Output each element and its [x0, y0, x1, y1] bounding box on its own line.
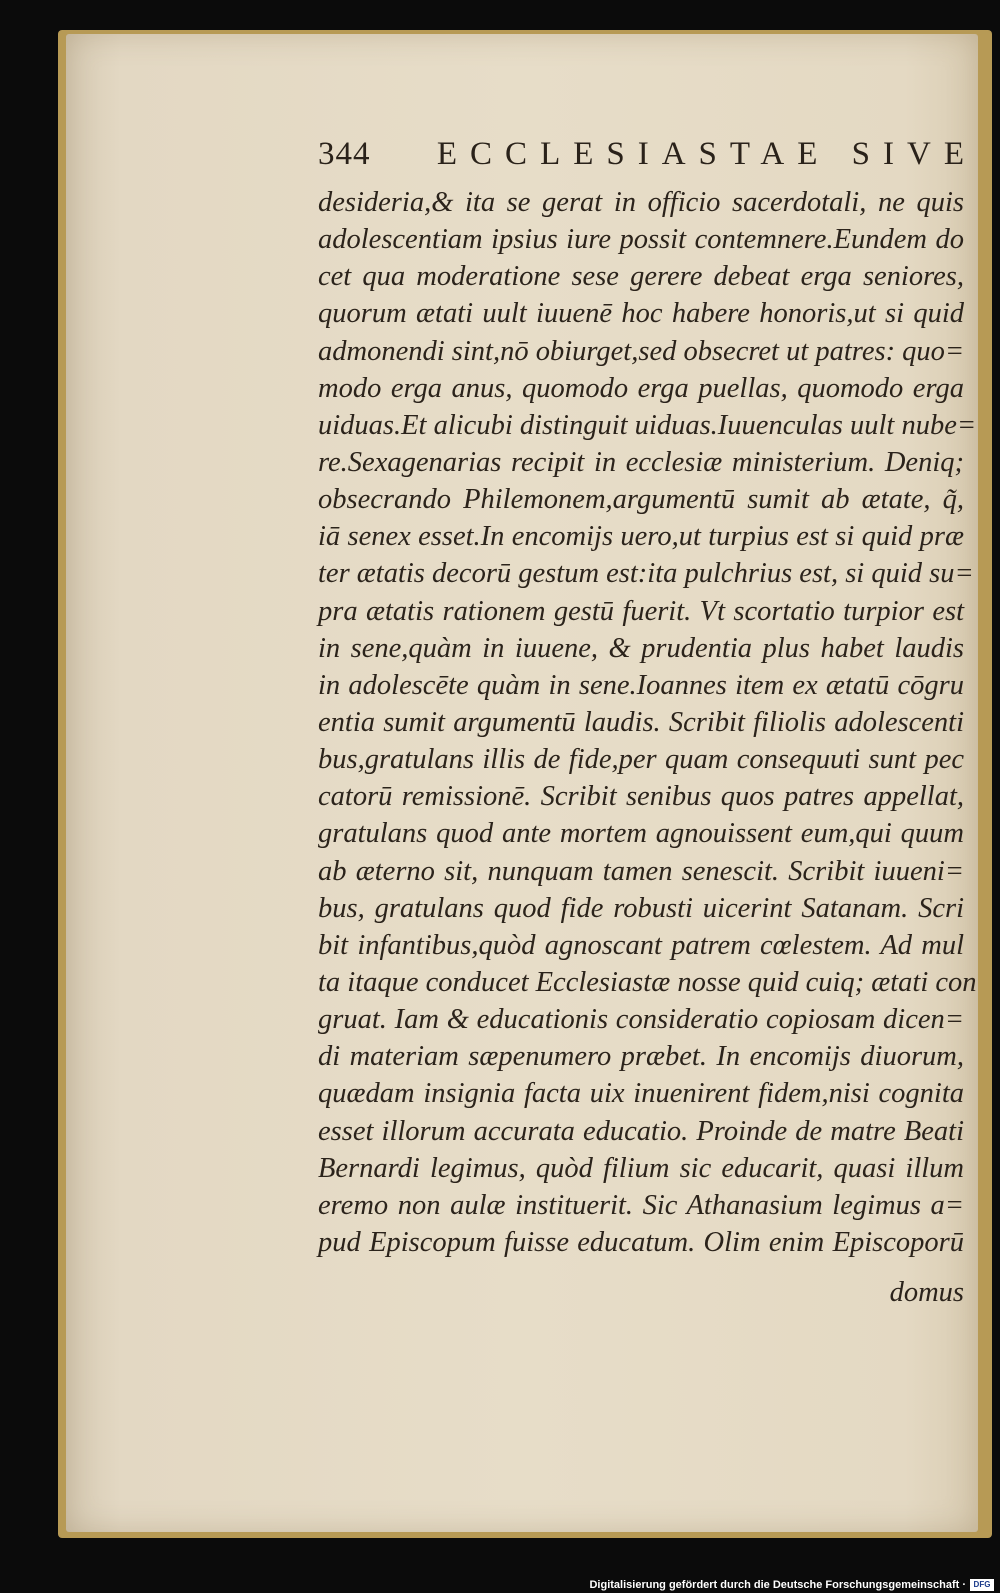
text-line: admonendi sint,nō obiurget,sed obsecret ut patres: quo= — [318, 335, 965, 367]
text-line: ta itaque conducet Ecclesiastæ nosse quid cuiq; ætati con — [318, 966, 977, 998]
text-line: iā senex esset.In encomijs uero,ut turpius est si quid præ — [318, 521, 964, 553]
text-line: quædam insignia facta uix inuenirent fidem,nisi cognita — [318, 1078, 964, 1110]
running-title: ECCLESIASTAE SIVE — [436, 136, 977, 172]
body-text — [318, 184, 977, 1261]
page-header — [318, 136, 977, 180]
text-line: pra ætatis rationem gestū fuerit. Vt scortatio turpior est — [318, 595, 964, 627]
text-line: in adolescēte quàm in sene.Ioannes item ex ætatū cōgru — [318, 669, 964, 701]
text-line: esset illorum accurata educatio. Proinde de matre Beati — [318, 1115, 964, 1147]
text-line: ter ætatis decorū gestum est:ita pulchrius est, si quid su= — [318, 558, 974, 590]
text-line: gratulans quod ante mortem agnouissent eum,qui quum — [318, 818, 964, 850]
text-line: uiduas.Et alicubi distinguit uiduas.Iuuenculas uult nube= — [318, 409, 977, 441]
text-line: bus,gratulans illis de fide,per quam consequuti sunt pec — [318, 744, 964, 776]
text-line: bus, gratulans quod fide robusti uicerint Satanam. Scri — [318, 892, 964, 924]
text-line: adolescentiam ipsius iure possit contemnere.Eundem do — [318, 224, 964, 256]
text-line: cet qua moderatione sese gerere debeat erga seniores, — [318, 261, 964, 293]
credit-text: Digitalisierung gefördert durch die Deutsche Forschungsgemeinschaft · — [589, 1578, 966, 1591]
text-line: quorum ætati uult iuuenē hoc habere honoris,ut si quid — [318, 298, 964, 330]
text-line: obsecrando Philemonem,argumentū sumit ab ætate, q̃, — [318, 484, 964, 516]
text-line: entia sumit argumentū laudis. Scribit filiolis adolescenti — [318, 706, 964, 738]
page-number: 344 — [318, 136, 371, 172]
text-line: gruat. Iam & educationis consideratio copiosam dicen= — [318, 1004, 964, 1036]
text-line: ab æterno sit, nunquam tamen senescit. Scribit iuueni= — [318, 855, 964, 887]
text-line: desideria,& ita se gerat in officio sacerdotali, ne quis — [318, 187, 964, 218]
text-line: re.Sexagenarias recipit in ecclesiæ ministerium. Deniq; — [318, 446, 964, 478]
text-line: Bernardi legimus, quòd filium sic educarit, quasi illum — [318, 1152, 964, 1184]
digitization-credit — [0, 1576, 994, 1593]
text-line: bit infantibus,quòd agnoscant patrem cœlestem. Ad mul — [318, 929, 964, 961]
text-line: catorū remissionē. Scribit senibus quos patres appellat, — [318, 781, 964, 813]
text-line: pud Episcopum fuisse educatum. Olim enim Episcoporū — [318, 1226, 964, 1258]
text-line: modo erga anus, quomodo erga puellas, quomodo erga — [318, 372, 964, 404]
text-line: in sene,quàm in iuuene, & prudentia plus habet laudis — [318, 632, 964, 664]
text-line: di materiam sæpenumero præbet. In encomijs diuorum, — [318, 1041, 964, 1073]
text-line: eremo non aulæ instituerit. Sic Athanasium legimus a= — [318, 1189, 964, 1221]
dfg-logo: DFG — [970, 1579, 994, 1591]
catchword: domus — [889, 1277, 964, 1308]
